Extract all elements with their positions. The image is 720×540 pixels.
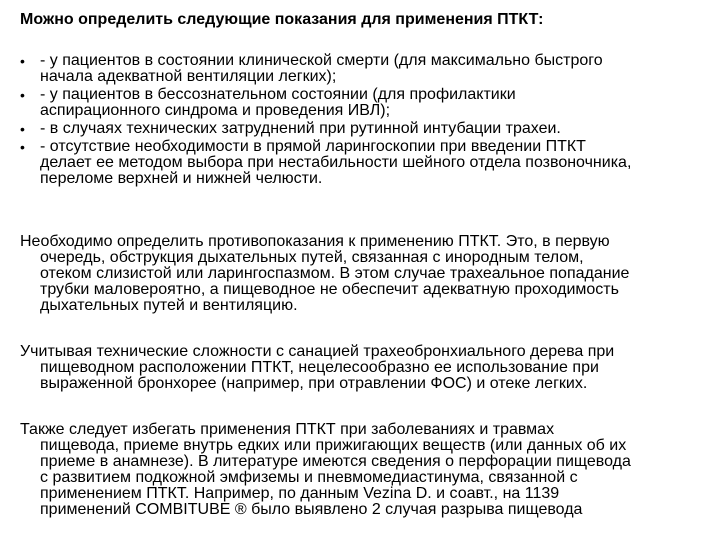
paragraph-line: очередь, обструкция дыхательных путей, связанная с инородным телом, <box>40 249 584 266</box>
list-item <box>0 87 712 119</box>
contraindications-paragraph <box>20 234 710 314</box>
paragraph-line: трубки маловероятно, а пищеводное не обеспечит адекватную проходимость <box>40 281 619 298</box>
list-item-line: переломе верхней и нижней челюсти. <box>40 170 323 187</box>
paragraph-line: отеком слизистой или ларингоспазмом. В этом случае трахеальное попадание <box>40 265 630 282</box>
paragraph-line: с развитием подкожной эмфиземы и пневмомедиастинума, связанной с <box>40 469 578 486</box>
bullet-icon: • <box>20 87 25 103</box>
paragraph-line: пищевода, приеме внутрь едких или прижигающих веществ (или данных об их <box>40 437 627 454</box>
bullet-icon: • <box>20 121 25 137</box>
list-item <box>0 139 712 187</box>
list-item <box>0 121 712 137</box>
sanitation-paragraph <box>20 344 710 392</box>
paragraph-line: Учитывая технические сложности с санацией трахеобронхиального дерева при <box>20 343 615 360</box>
list-item-line: делает ее методом выбора при нестабильности шейного отдела позвоночника, <box>40 154 632 171</box>
indications-list <box>0 53 720 189</box>
list-item-line: - у пациентов в состоянии клинической смерти (для максимально быстрого <box>40 52 603 69</box>
paragraph-line: Также следует избегать применения ПТКТ при заболеваниях и травмах <box>20 421 555 438</box>
paragraph-line: выраженной бронхорее (например, при отравлении ФОС) и отеке легких. <box>40 375 588 392</box>
list-item-line: - в случаях технических затруднений при рутинной интубации трахеи. <box>40 120 561 137</box>
paragraph-line: приеме в анамнезе). В литературе имеются сведения о перфорации пищевода <box>40 453 631 470</box>
paragraph-line: применений COMBITUBE ® было выявлено 2 случая разрыва пищевода <box>40 501 583 518</box>
bullet-icon: • <box>20 53 25 69</box>
paragraph-line: Необходимо определить противопоказания к применению ПТКТ. Это, в первую <box>20 233 610 250</box>
list-item-line: - отсутствие необходимости в прямой ларингоскопии при введении ПТКТ <box>40 138 586 155</box>
bullet-icon: • <box>20 139 25 155</box>
list-item-line: аспирационного синдрома и проведения ИВЛ); <box>40 102 391 119</box>
paragraph-line: пищеводном расположении ПТКТ, нецелесообразно ее использование при <box>40 359 599 376</box>
list-item-line: начала адекватной вентиляции легких); <box>40 68 337 85</box>
esophagus-paragraph <box>20 422 710 518</box>
list-item-line: - у пациентов в бессознательном состоянии (для профилактики <box>40 86 516 103</box>
list-item <box>0 53 712 85</box>
paragraph-line: применением ПТКТ. Например, по данным Vezina D. и соавт., на 1139 <box>40 485 560 502</box>
slide-title: Можно определить следующие показания для применения ПТКТ: <box>20 11 544 28</box>
paragraph-line: дыхательных путей и вентиляцию. <box>40 297 298 314</box>
